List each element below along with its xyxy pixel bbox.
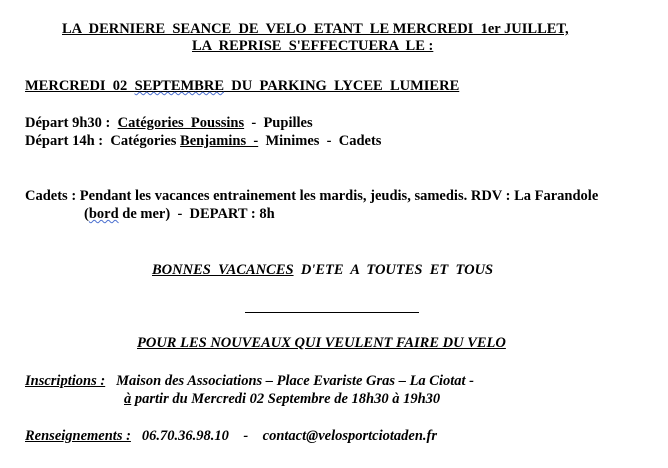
vacances-line [152,262,493,279]
inscriptions-line-1 [25,373,474,390]
departure-2-label: Départ 14h : Catégories [25,133,181,149]
nouveaux-heading: POUR LES NOUVEAUX QUI VEULENT FAIRE DU VELO [137,335,506,351]
departure-1-label: Départ 9h30 : [25,115,118,131]
departure-line-2 [25,133,381,150]
separator-line [245,312,419,313]
date-suffix: DU PARKING LYCEE LUMIERE [224,78,460,94]
inscriptions-date: partir du Mercredi 02 Septembre de 18h30 à 19h30 [131,391,441,407]
vacances-rest: D'ETE A TOUTES ET TOUS [293,262,494,278]
date-line [25,78,459,95]
departure-line-1 [25,115,313,132]
inscriptions-a: à [124,391,132,407]
inscriptions-address: Maison des Associations – Place Evariste Gras – La Ciotat - [105,373,475,389]
cadets-line-1: Cadets : Pendant les vacances entrainement les mardis, jeudis, samedis. RDV : La Farandole [25,188,599,204]
cadets-paren: ( [84,206,89,222]
cadets-line-2 [84,206,275,223]
date-september: SEPTEMBRE [134,78,224,94]
departure-1-category: Catégories Poussins [117,115,245,131]
renseignements-label: Renseignements : [25,428,131,444]
cadets-bord: bord [88,206,119,222]
renseignements-phone: 06.70.36.98.10 - [130,428,263,444]
renseignements-line [25,428,437,445]
departure-2-category: Benjamins - [180,133,259,149]
departure-1-rest: - Pupilles [244,115,313,131]
date-prefix: MERCREDI 02 [25,78,135,94]
inscriptions-label: Inscriptions : [25,373,106,389]
departure-2-rest: Minimes - Cadets [258,133,382,149]
header-line-1: LA DERNIERE SEANCE DE VELO ETANT LE MERCREDI 1er JUILLET, [62,21,569,37]
vacances-bonnes: BONNES VACANCES [152,262,294,278]
renseignements-email[interactable]: contact@velosportciotaden.fr [262,428,438,444]
cadets-line-2-rest: de mer) - DEPART : 8h [118,206,275,222]
inscriptions-line-2 [124,391,440,408]
header-line-2: LA REPRISE S'EFFECTUERA LE : [192,38,434,54]
